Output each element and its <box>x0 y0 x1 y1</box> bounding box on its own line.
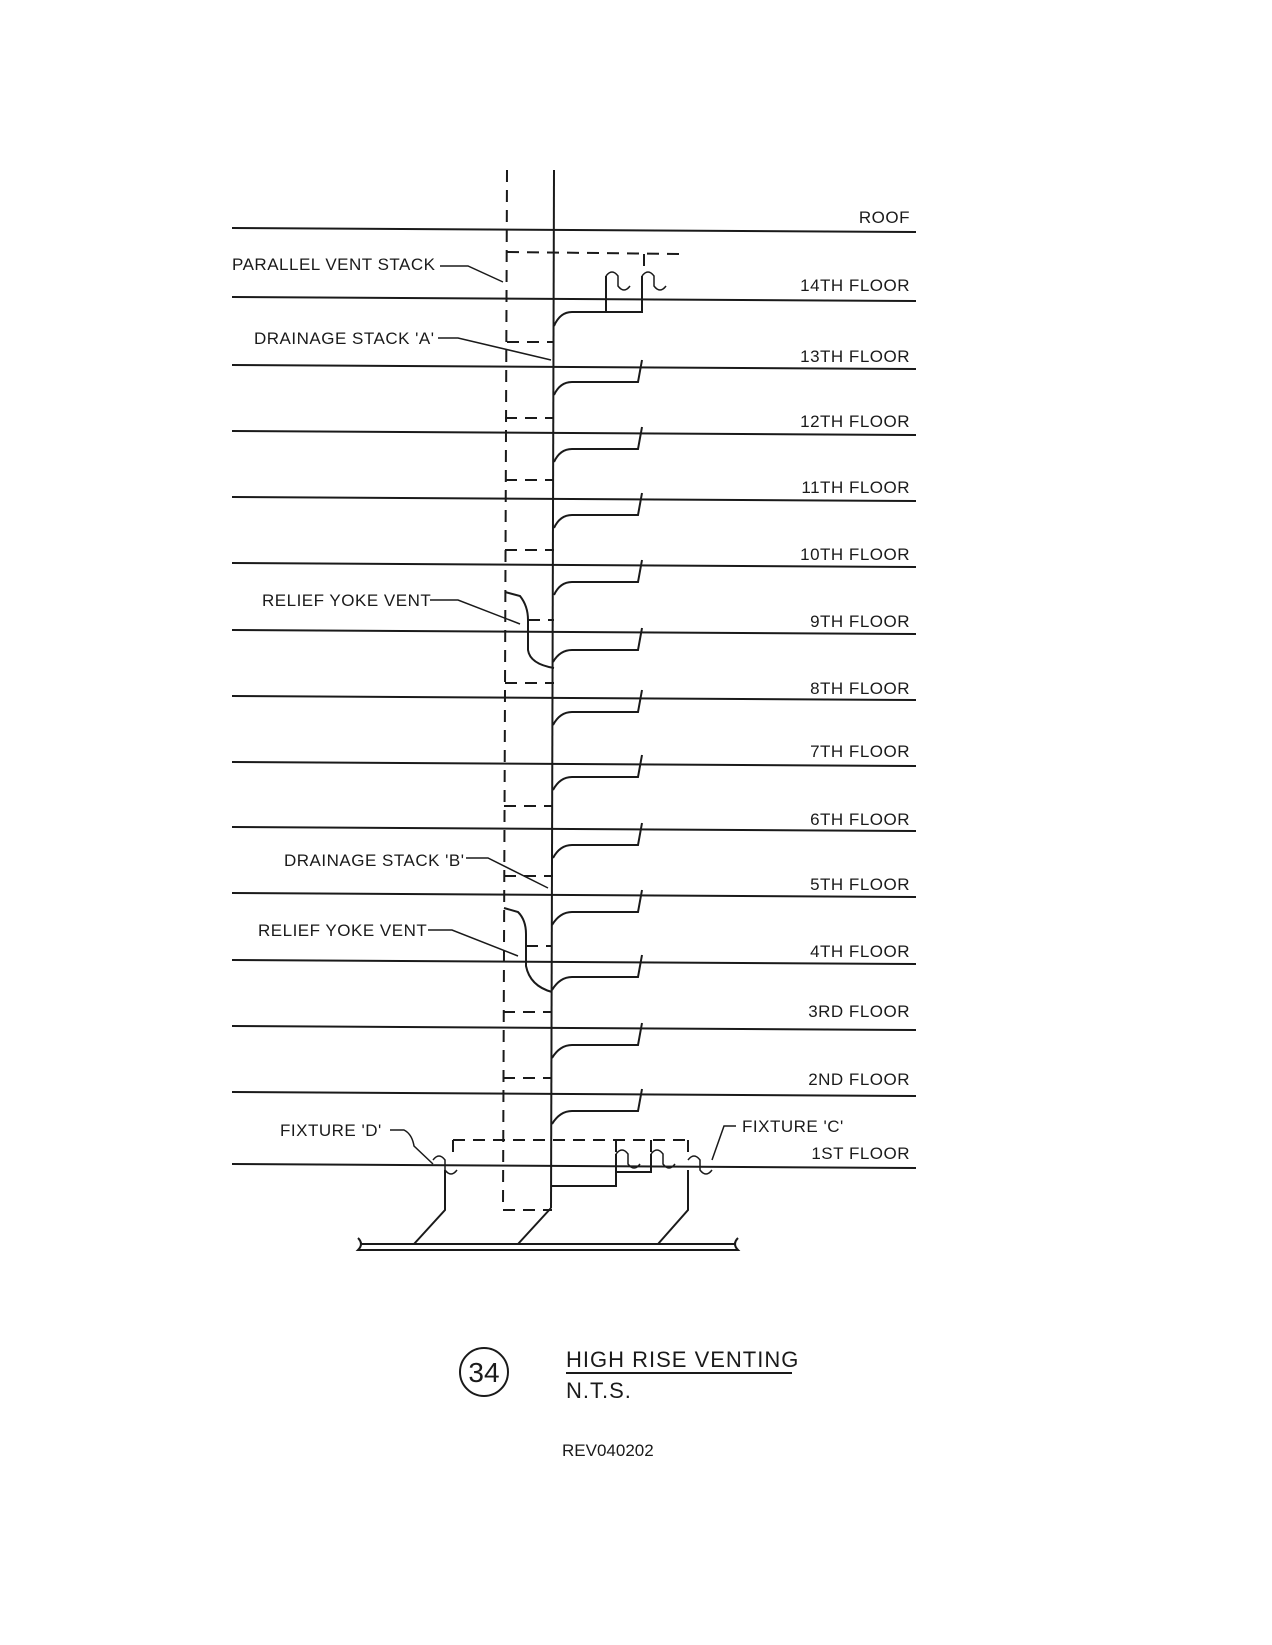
branch-drain-1a <box>551 1154 616 1186</box>
parallel-vent-stack <box>503 170 507 1208</box>
branch-drain <box>553 755 642 790</box>
callout-relief-yoke-vent-lower: RELIEF YOKE VENT <box>258 921 428 940</box>
trap-14b <box>642 272 666 290</box>
floor-label: 6TH FLOOR <box>810 810 910 829</box>
floor-lines <box>232 228 916 1168</box>
callout-drainage-stack-b: DRAINAGE STACK 'B' <box>284 851 465 870</box>
roof-vent-header <box>507 252 682 274</box>
floor-line-11 <box>232 497 916 501</box>
leader-drainage-stack-b <box>466 858 548 888</box>
floor-line-7 <box>232 762 916 766</box>
callout-parallel-vent-stack: PARALLEL VENT STACK <box>232 255 436 274</box>
floor-label: 9TH FLOOR <box>810 612 910 631</box>
branch-drains <box>552 360 642 1124</box>
floor-label: 4TH FLOOR <box>810 942 910 961</box>
drawing-scale: N.T.S. <box>566 1378 632 1403</box>
branch-drain-1b <box>616 1154 651 1172</box>
floor-label: ROOF <box>858 208 910 227</box>
callout-relief-yoke-vent-upper: RELIEF YOKE VENT <box>262 591 432 610</box>
relief-yoke-vent-lower <box>504 908 552 992</box>
branch-drain-14b <box>606 276 642 312</box>
floor-label: 3RD FLOOR <box>808 1002 910 1021</box>
title-block <box>460 1347 799 1460</box>
floor-label: 8TH FLOOR <box>810 679 910 698</box>
trap-fixture-c <box>688 1156 712 1174</box>
detail-number: 34 <box>468 1357 500 1388</box>
trap-14a <box>606 272 630 290</box>
callout-fixture-c: FIXTURE 'C' <box>742 1117 844 1136</box>
floor-line-roof <box>232 228 916 232</box>
trap-1b <box>651 1150 675 1168</box>
floor-line-12 <box>232 431 916 435</box>
branch-drain-14a <box>554 276 606 326</box>
floor-line-2 <box>232 1092 916 1096</box>
relief-yoke-vent-upper <box>505 592 554 668</box>
floor-label: 12TH FLOOR <box>800 412 910 431</box>
floor-label: 14TH FLOOR <box>800 276 910 295</box>
leader-fixture-d <box>390 1130 433 1164</box>
fixture-c-drain <box>658 1170 688 1244</box>
floor-label: 13TH FLOOR <box>800 347 910 366</box>
callout-fixture-d: FIXTURE 'D' <box>280 1121 382 1140</box>
vent-connections <box>503 342 554 1210</box>
floor-label: 10TH FLOOR <box>800 545 910 564</box>
leader-relief-yoke-vent-upper <box>430 600 520 624</box>
branch-drain <box>553 690 642 725</box>
branch-drain <box>554 360 642 395</box>
drawing-title: HIGH RISE VENTING <box>566 1347 800 1372</box>
floor-labels <box>800 208 910 1163</box>
stack-base-offset <box>518 1208 551 1244</box>
floor-line-3 <box>232 1026 916 1030</box>
floor-label: 1ST FLOOR <box>811 1144 910 1163</box>
floor-label: 5TH FLOOR <box>810 875 910 894</box>
callout-drainage-stack-a: DRAINAGE STACK 'A' <box>254 329 435 348</box>
floor-label: 11TH FLOOR <box>801 478 910 497</box>
floor-line-1 <box>232 1164 916 1168</box>
fixture-d-drain <box>414 1170 445 1244</box>
leader-fixture-c <box>712 1126 736 1160</box>
revision-code: REV040202 <box>562 1441 654 1460</box>
floor-label: 7TH FLOOR <box>810 742 910 761</box>
branch-drain <box>552 955 642 990</box>
floor-label: 2ND FLOOR <box>808 1070 910 1089</box>
floor-line-14 <box>232 297 916 301</box>
leader-parallel-vent-stack <box>440 266 503 282</box>
